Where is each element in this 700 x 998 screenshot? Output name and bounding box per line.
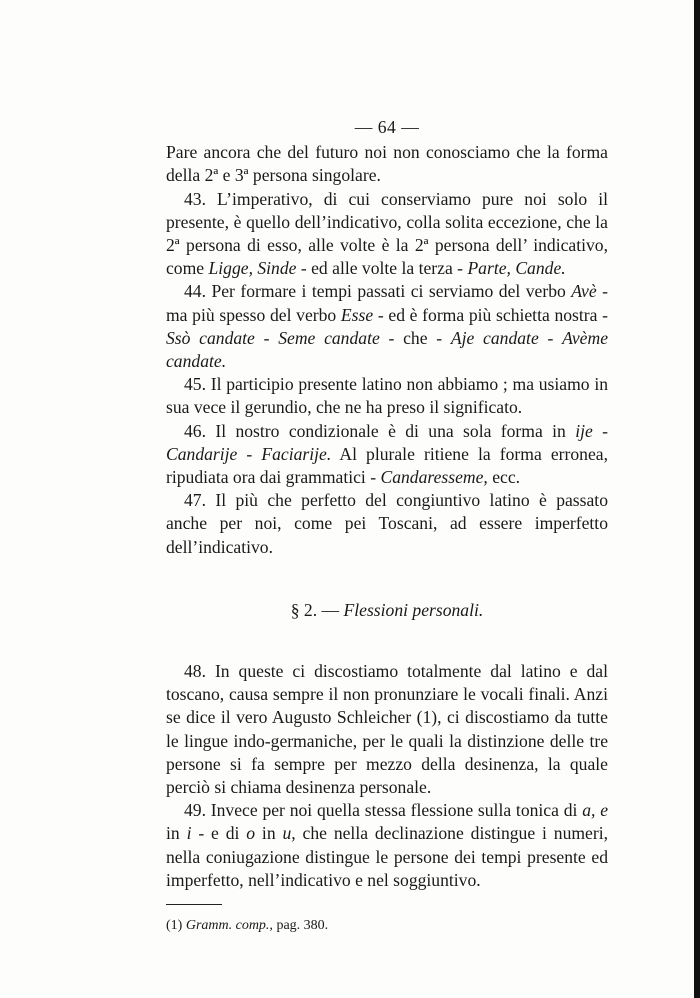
paragraph-44: 44. Per formare i tempi passati ci serviamo del verbo Avè - ma più spesso del verbo Esse - ed è forma più schietta nostra - Ssò candate - Seme candate - che - Aje candate - Avème candate.	[166, 281, 609, 372]
page-number: — 64 —	[354, 117, 420, 137]
paragraph-43: 43. L’imperativo, di cui conserviamo pure noi solo il presente, è quello dell’indicativo, colla solita eccezione, che la 2ª persona di esso, alle volte è la 2ª persona dell’ indicativo, come Ligge, Sinde - ed alle volte la terza - Parte, Cande.	[166, 188, 608, 279]
page-edge-bar	[694, 0, 700, 998]
footnote-divider	[166, 904, 222, 905]
footnote: (1) Gramm. comp., pag. 380.	[166, 918, 329, 934]
page-body	[166, 116, 608, 935]
paragraph-45: 45. Il participio presente latino non abbiamo ; ma usiamo in sua vece il gerundio, che ne ha preso il significato.	[166, 374, 608, 418]
section-heading: § 2. — Flessioni personali.	[290, 599, 484, 620]
paragraph-49: 49. Invece per noi quella stessa flessione sulla tonica di a, e in i - e di o in u, che nella declinazione distingue i numeri, nella coniugazione distingue le persone dei tempi presente ed imperfetto, nell’indicativo e nel soggiuntivo.	[166, 800, 609, 890]
paragraph-47: 47. Il più che perfetto del congiuntivo latino è passato anche per noi, come pei Toscani, ad essere imperfetto dell’indicativo.	[166, 490, 608, 557]
paragraph-48: 48. In queste ci discostiamo totalmente dal latino e dal toscano, causa sempre il non pronunziare le vocali finali. Anzi se dice il vero Augusto Schleicher (1), ci discostiamo da tutte le lingue indo-germaniche, per le quali la distinzione delle tre persone si fa sempre per mezzo della desinenza, la quale perciò si chiama desinenza personale.	[166, 661, 608, 798]
paragraph-intro: Pare ancora che del futuro noi non conosciamo che la forma della 2ª e 3ª persona singolare.	[166, 142, 608, 186]
paragraph-46: 46. Il nostro condizionale è di una sola forma in ije - Candarije - Faciarije. Al plurale ritiene la forma erronea, ripudiata ora dai grammatici - Candaresseme, ecc.	[166, 420, 608, 488]
